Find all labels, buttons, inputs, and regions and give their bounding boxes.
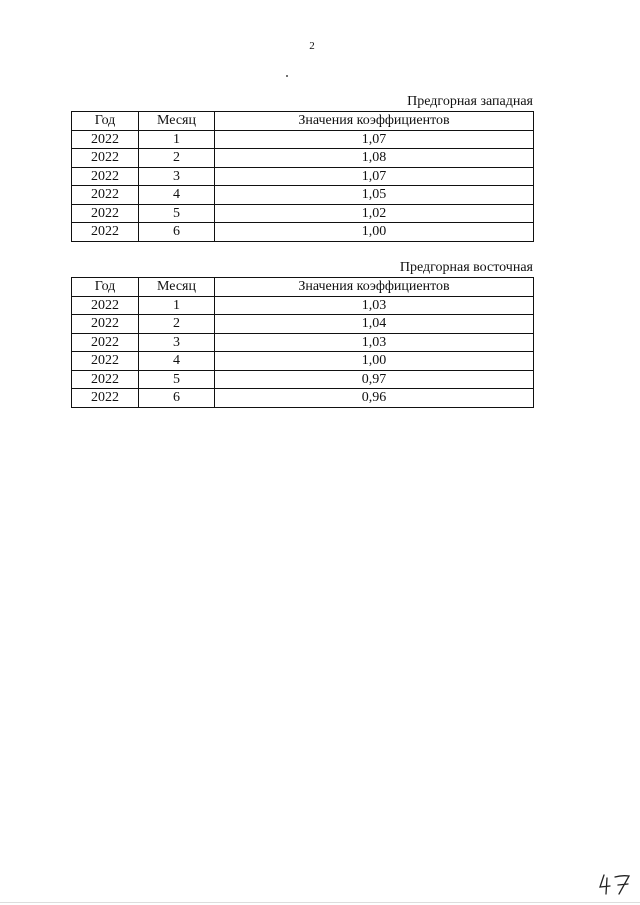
cell-month: 6: [139, 223, 215, 242]
cell-coefficient: 1,00: [215, 352, 534, 371]
table-row: [72, 333, 534, 352]
table-header-row: [72, 278, 534, 297]
table-row: [72, 315, 534, 334]
table-title: Предгорная западная: [407, 94, 533, 109]
cell-month: 3: [139, 167, 215, 186]
handwritten-page-number: [598, 872, 632, 896]
coefficients-table: [71, 111, 534, 242]
cell-month: 5: [139, 204, 215, 223]
cell-month: 4: [139, 352, 215, 371]
scan-speck: [286, 75, 288, 77]
table-row: [72, 167, 534, 186]
cell-year: 2022: [72, 167, 139, 186]
table-header-row: [72, 112, 534, 131]
table-row: [72, 204, 534, 223]
cell-coefficient: 1,08: [215, 149, 534, 168]
cell-year: 2022: [72, 186, 139, 205]
cell-year: 2022: [72, 370, 139, 389]
cell-year: 2022: [72, 204, 139, 223]
cell-coefficient: 1,07: [215, 167, 534, 186]
coefficients-section-west: [71, 94, 533, 242]
header-year: Год: [72, 112, 139, 131]
table-row: [72, 389, 534, 408]
cell-month: 2: [139, 149, 215, 168]
cell-month: 1: [139, 130, 215, 149]
table-row: [72, 352, 534, 371]
cell-coefficient: 1,00: [215, 223, 534, 242]
cell-year: 2022: [72, 333, 139, 352]
cell-coefficient: 0,97: [215, 370, 534, 389]
cell-coefficient: 1,03: [215, 333, 534, 352]
table-title: Предгорная восточная: [399, 260, 533, 275]
cell-coefficient: 1,03: [215, 296, 534, 315]
table-row: [72, 186, 534, 205]
cell-month: 1: [139, 296, 215, 315]
cell-month: 5: [139, 370, 215, 389]
coefficients-section-east: [71, 260, 533, 408]
cell-month: 2: [139, 315, 215, 334]
cell-coefficient: 0,96: [215, 389, 534, 408]
header-coefficient: Значения коэффициентов: [215, 278, 534, 297]
scan-edge-line: [0, 902, 640, 903]
cell-year: 2022: [72, 389, 139, 408]
cell-coefficient: 1,04: [215, 315, 534, 334]
coefficients-table: [71, 277, 534, 408]
table-row: [72, 149, 534, 168]
header-year: Год: [72, 278, 139, 297]
cell-month: 6: [139, 389, 215, 408]
cell-year: 2022: [72, 315, 139, 334]
cell-month: 3: [139, 333, 215, 352]
table-row: [72, 370, 534, 389]
cell-year: 2022: [72, 149, 139, 168]
cell-year: 2022: [72, 223, 139, 242]
cell-year: 2022: [72, 352, 139, 371]
cell-month: 4: [139, 186, 215, 205]
header-month: Месяц: [139, 278, 215, 297]
table-row: [72, 223, 534, 242]
table-row: [72, 296, 534, 315]
cell-coefficient: 1,07: [215, 130, 534, 149]
header-coefficient: Значения коэффициентов: [215, 112, 534, 131]
cell-year: 2022: [72, 296, 139, 315]
cell-year: 2022: [72, 130, 139, 149]
page-number: 2: [309, 40, 315, 52]
cell-coefficient: 1,02: [215, 204, 534, 223]
cell-coefficient: 1,05: [215, 186, 534, 205]
table-row: [72, 130, 534, 149]
header-month: Месяц: [139, 112, 215, 131]
